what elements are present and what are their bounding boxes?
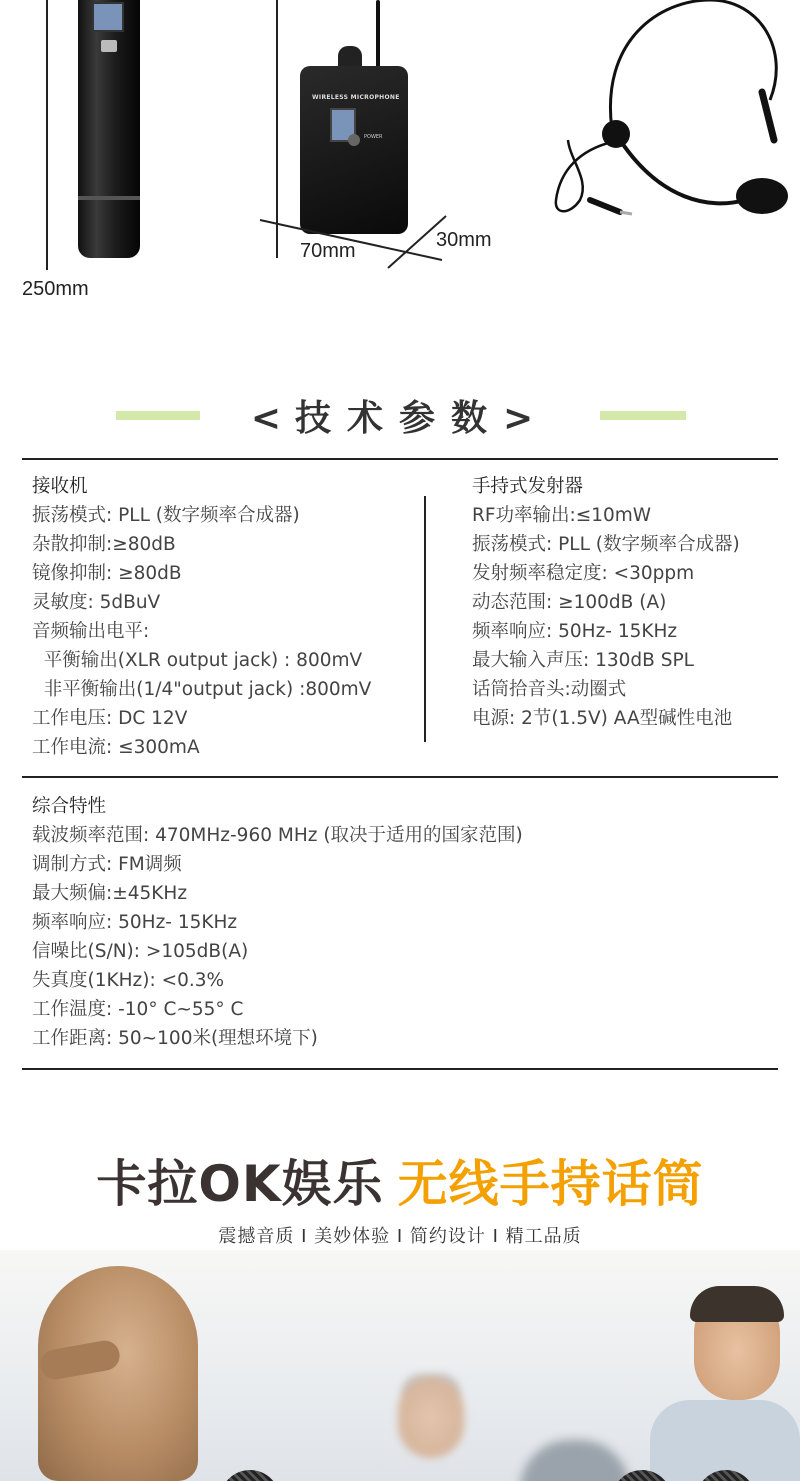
banner-subtitle: 震撼音质 I 美妙体验 I 简约设计 I 精工品质 — [218, 1226, 582, 1247]
bodypack-power-label: POWER — [364, 134, 383, 140]
spec-middle-rule — [22, 776, 778, 778]
microphone-button — [101, 40, 117, 52]
heading-title-text: 技术参数 — [294, 398, 503, 439]
transmitter-spec-line: 动态范围: ≥100dB (A) — [472, 592, 667, 613]
receiver-spec-line: 音频输出电平: — [32, 621, 150, 642]
general-spec-line: 工作距离: 50~100米(理想环境下) — [32, 1028, 318, 1049]
receiver-spec-line: 镜像抑制: ≥80dB — [32, 563, 182, 584]
bodypack-power-button — [348, 134, 360, 146]
receiver-spec-line: 杂散抑制:≥80dB — [32, 534, 176, 555]
heading-right-bar — [600, 411, 686, 420]
microphone-ring — [78, 196, 140, 200]
general-spec-line: 调制方式: FM调频 — [32, 854, 182, 875]
general-title: 综合特性 — [32, 796, 107, 817]
microphone-grille — [220, 1470, 280, 1481]
receiver-spec-line: 工作电压: DC 12V — [32, 708, 188, 729]
karaoke-banner — [0, 1130, 800, 1270]
general-spec-line: 工作温度: -10° C~55° C — [32, 999, 244, 1020]
transmitter-title: 手持式发射器 — [472, 476, 584, 497]
heading-left-deco: < — [250, 398, 295, 439]
heading-left-bar — [116, 411, 200, 420]
spec-column-divider — [424, 496, 426, 742]
banner-title-orange: 无线手持话筒 — [397, 1155, 704, 1213]
transmitter-spec-line: 频率响应: 50Hz- 15KHz — [472, 621, 678, 642]
receiver-specs — [32, 472, 422, 762]
bodypack-label: WIRELESS MICROPHONE — [312, 94, 400, 101]
transmitter-spec-line: 发射频率稳定度: <30ppm — [472, 563, 695, 584]
receiver-spec-line: 振荡模式: PLL (数字频率合成器) — [32, 505, 300, 526]
depth-dimension-label: 30mm — [436, 229, 492, 251]
length-dimension-line — [46, 0, 48, 270]
background-person-body — [520, 1440, 630, 1481]
general-spec-line: 信噪比(S/N): >105dB(A) — [32, 941, 249, 962]
receiver-spec-line: 工作电流: ≤300mA — [32, 737, 200, 758]
product-images — [0, 0, 800, 340]
karaoke-photo — [0, 1250, 800, 1481]
general-spec-line: 最大频偏:±45KHz — [32, 883, 188, 904]
microphone-display — [92, 2, 124, 32]
background-person — [398, 1378, 464, 1458]
banner-title-dark: 卡拉OK娱乐 — [96, 1155, 384, 1213]
handheld-microphone-image — [78, 0, 140, 258]
spec-bottom-rule — [22, 1068, 778, 1070]
receiver-spec-line: 非平衡输出(1/4"output jack) :800mV — [32, 679, 372, 700]
transmitter-spec-line: 最大输入声压: 130dB SPL — [472, 650, 694, 671]
general-spec-line: 载波频率范围: 470MHz-960 MHz (取决于适用的国家范围) — [32, 825, 523, 846]
spec-heading-title — [232, 390, 568, 441]
heading-right-deco: > — [503, 398, 550, 439]
man-body — [650, 1400, 800, 1481]
transmitter-spec-line: 电源: 2节(1.5V) AA型碱性电池 — [472, 708, 733, 729]
receiver-spec-line: 平衡输出(XLR output jack) : 800mV — [32, 650, 363, 671]
general-specs — [32, 792, 772, 1053]
bodypack-antenna — [376, 0, 380, 72]
spec-top-rule — [22, 458, 778, 460]
transmitter-spec-line: 振荡模式: PLL (数字频率合成器) — [472, 534, 740, 555]
banner-title — [0, 1144, 800, 1216]
receiver-title: 接收机 — [32, 476, 88, 497]
length-dimension-label: 250mm — [22, 278, 89, 300]
receiver-spec-line: 灵敏度: 5dBuV — [32, 592, 161, 613]
width-dimension-label: 70mm — [300, 240, 356, 262]
headset-microphone-image — [540, 0, 800, 240]
general-spec-line: 频率响应: 50Hz- 15KHz — [32, 912, 238, 933]
transmitter-spec-line: RF功率输出:≤10mW — [472, 505, 652, 526]
man-hair — [690, 1286, 784, 1322]
general-spec-line: 失真度(1KHz): <0.3% — [32, 970, 225, 991]
spec-section-heading — [0, 390, 800, 442]
transmitter-specs — [472, 472, 792, 733]
transmitter-spec-line: 话筒拾音头:动圈式 — [472, 679, 627, 700]
